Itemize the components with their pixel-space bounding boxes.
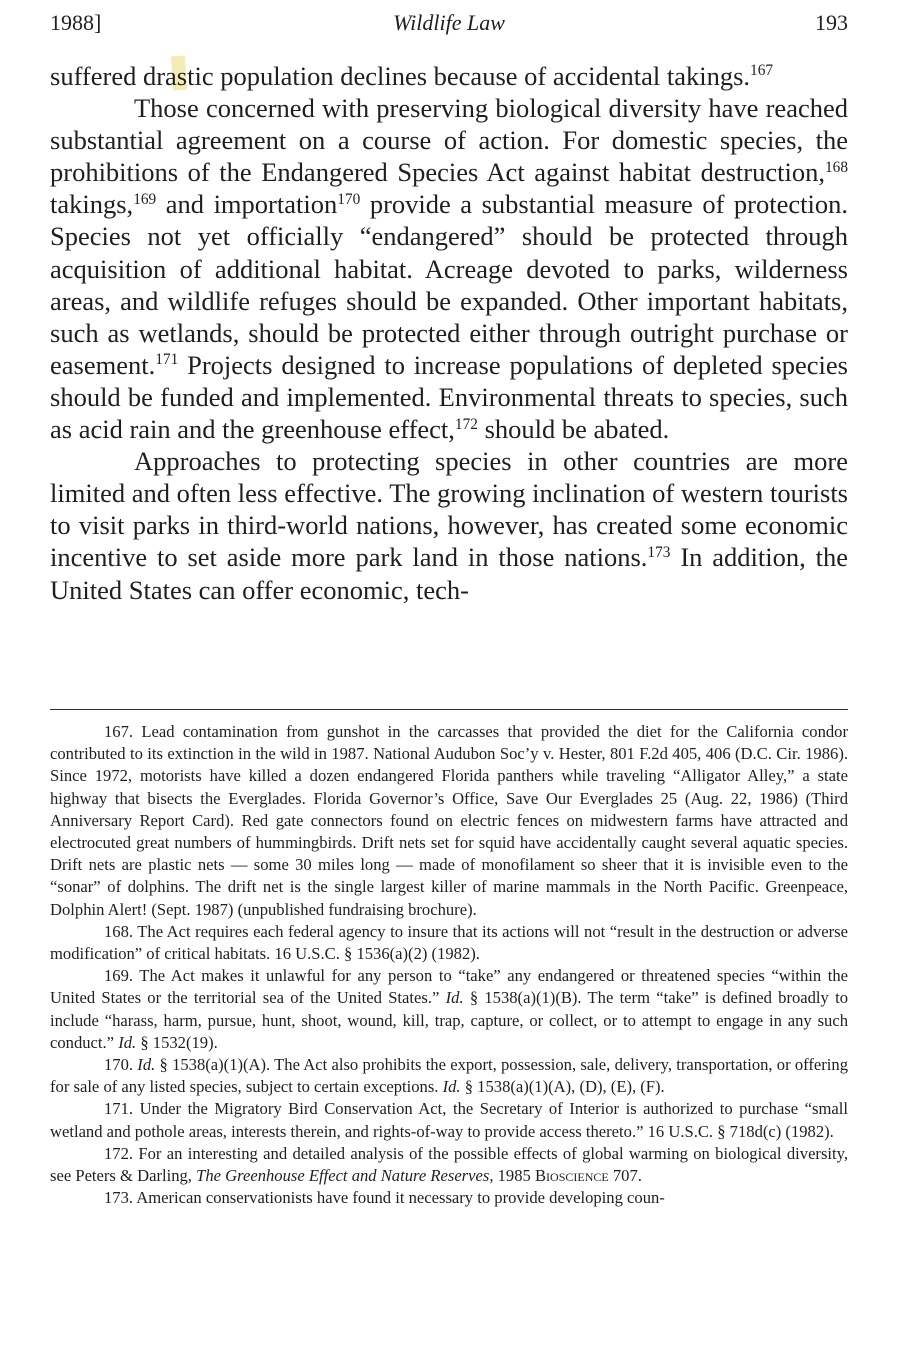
footnote-ref-168[interactable]: 168 — [824, 158, 848, 176]
footnote-ref-171[interactable]: 171 — [155, 351, 179, 369]
header-journal-title: Wildlife Law — [393, 10, 505, 35]
footnote-168: 168. The Act requires each federal agency to insure that its actions will not “result in the destruction or adverse modification” of critical habitats. 16 U.S.C. § 1536(a)(2) (1982). — [50, 921, 848, 964]
footnote-ref-172[interactable]: 172 — [454, 415, 478, 433]
main-text — [50, 60, 848, 606]
footnote-172: 172. For an interesting and detailed analysis of the possible effects of global warming on biological diversity, see Peters & Darling, The Greenhouse Effect and Nature Reserves, 1985 Bioscience 707. — [50, 1143, 848, 1186]
footnote-ref-173[interactable]: 173 — [647, 543, 671, 561]
footnote-ref-169[interactable]: 169 — [133, 190, 157, 208]
footnote-167: 167. Lead contamination from gunshot in the carcasses that provided the diet for the California condor contributed to its extinction in the wild in 1987. National Audubon Soc’y v. Hester, 801 F.2d 405, 406 (D.C. Cir. 1986). Since 1972, motorists have killed a dozen endangered Florida panthers while traveling “Alligator Alley,” a state highway that bisects the Everglades. Florida Governor’s Office, Save Our Everglades 25 (Aug. 22, 1986) (Third Anniversary Report Card). Red gate connectors found on electric fences on midwestern farms have attracted and electrocuted great numbers of hummingbirds. Drift nets set for squid have accidentally caught several aquatic species. Drift nets are plastic nets — some 30 miles long — made of monofilament so sheer that it is invisible even to the “sonar” of dolphins. The drift net is the single largest killer of marine mammals in the North Pacific. Greenpeace, Dolphin Alert! (Sept. 1987) (unpublished fundraising brochure). — [50, 722, 848, 919]
paragraph-1: suffered drastic population declines because of accidental takings.$^{167}$ — [50, 61, 774, 91]
page-number: 193 — [815, 10, 848, 35]
footnote-divider — [50, 709, 848, 710]
footnote-169: 169. The Act makes it unlawful for any person to “take” any endangered or threatened species “within the United States or the territorial sea of the United States.” Id. § 1538(a)(1)(B). The term “take” is defined broadly to include “harass, harm, pursue, hunt, shoot, wound, kill, trap, capture, or collect, or to attempt to engage in any such conduct.” Id. § 1532(19). — [50, 966, 848, 1052]
paragraph-2: Those concerned with preserving biological diversity have reached substantial agreement on a course of action. For domestic species, the prohibitions of the Endangered Species Act against habitat destruction,$^{168}$ takings,$^{169}$ and importation$^{170}$ provide a substantial measure of protection. Species not yet officially “endangered” should be protected through acquisition of additional habitat. Acreage devoted to parks, wilderness areas, and wildlife refuges should be expanded. Other important habitats, such as wetlands, should be protected either through outright purchase or easement.$^{171}$ Projects designed to increase populations of depleted species should be funded and implemented. Environmental threats to species, such as acid rain and the greenhouse effect,$^{172}$ should be abated. — [50, 93, 848, 445]
running-header — [50, 4, 848, 40]
header-year: 1988] — [50, 10, 102, 35]
footnote-173: 173. American conservationists have found it necessary to provide developing coun- — [104, 1188, 665, 1208]
paragraph-3: Approaches to protecting species in other countries are more limited and often less effective. The growing inclination of western tourists to visit parks in third-world nations, however, has created some economic incentive to set aside more park land in those nations.$^{173}$ In addition, the United States can offer economic, tech- — [50, 446, 848, 605]
footnote-171: 171. Under the Migratory Bird Conservation Act, the Secretary of Interior is authorized to purchase “small wetland and pothole areas, interests therein, and rights-of-way to provide access thereto.” 16 U.S.C. § 718d(c) (1982). — [50, 1099, 848, 1141]
footnote-170: 170. Id. § 1538(a)(1)(A). The Act also prohibits the export, possession, sale, delivery, transportation, or offering for sale of any listed species, subject to certain exceptions. Id. § 1538(a)(1)(A), (D), (E), (F). — [50, 1055, 849, 1097]
footnotes — [50, 721, 848, 1209]
footnote-ref-170[interactable]: 170 — [337, 190, 361, 208]
footnote-ref-167[interactable]: 167 — [750, 62, 774, 80]
